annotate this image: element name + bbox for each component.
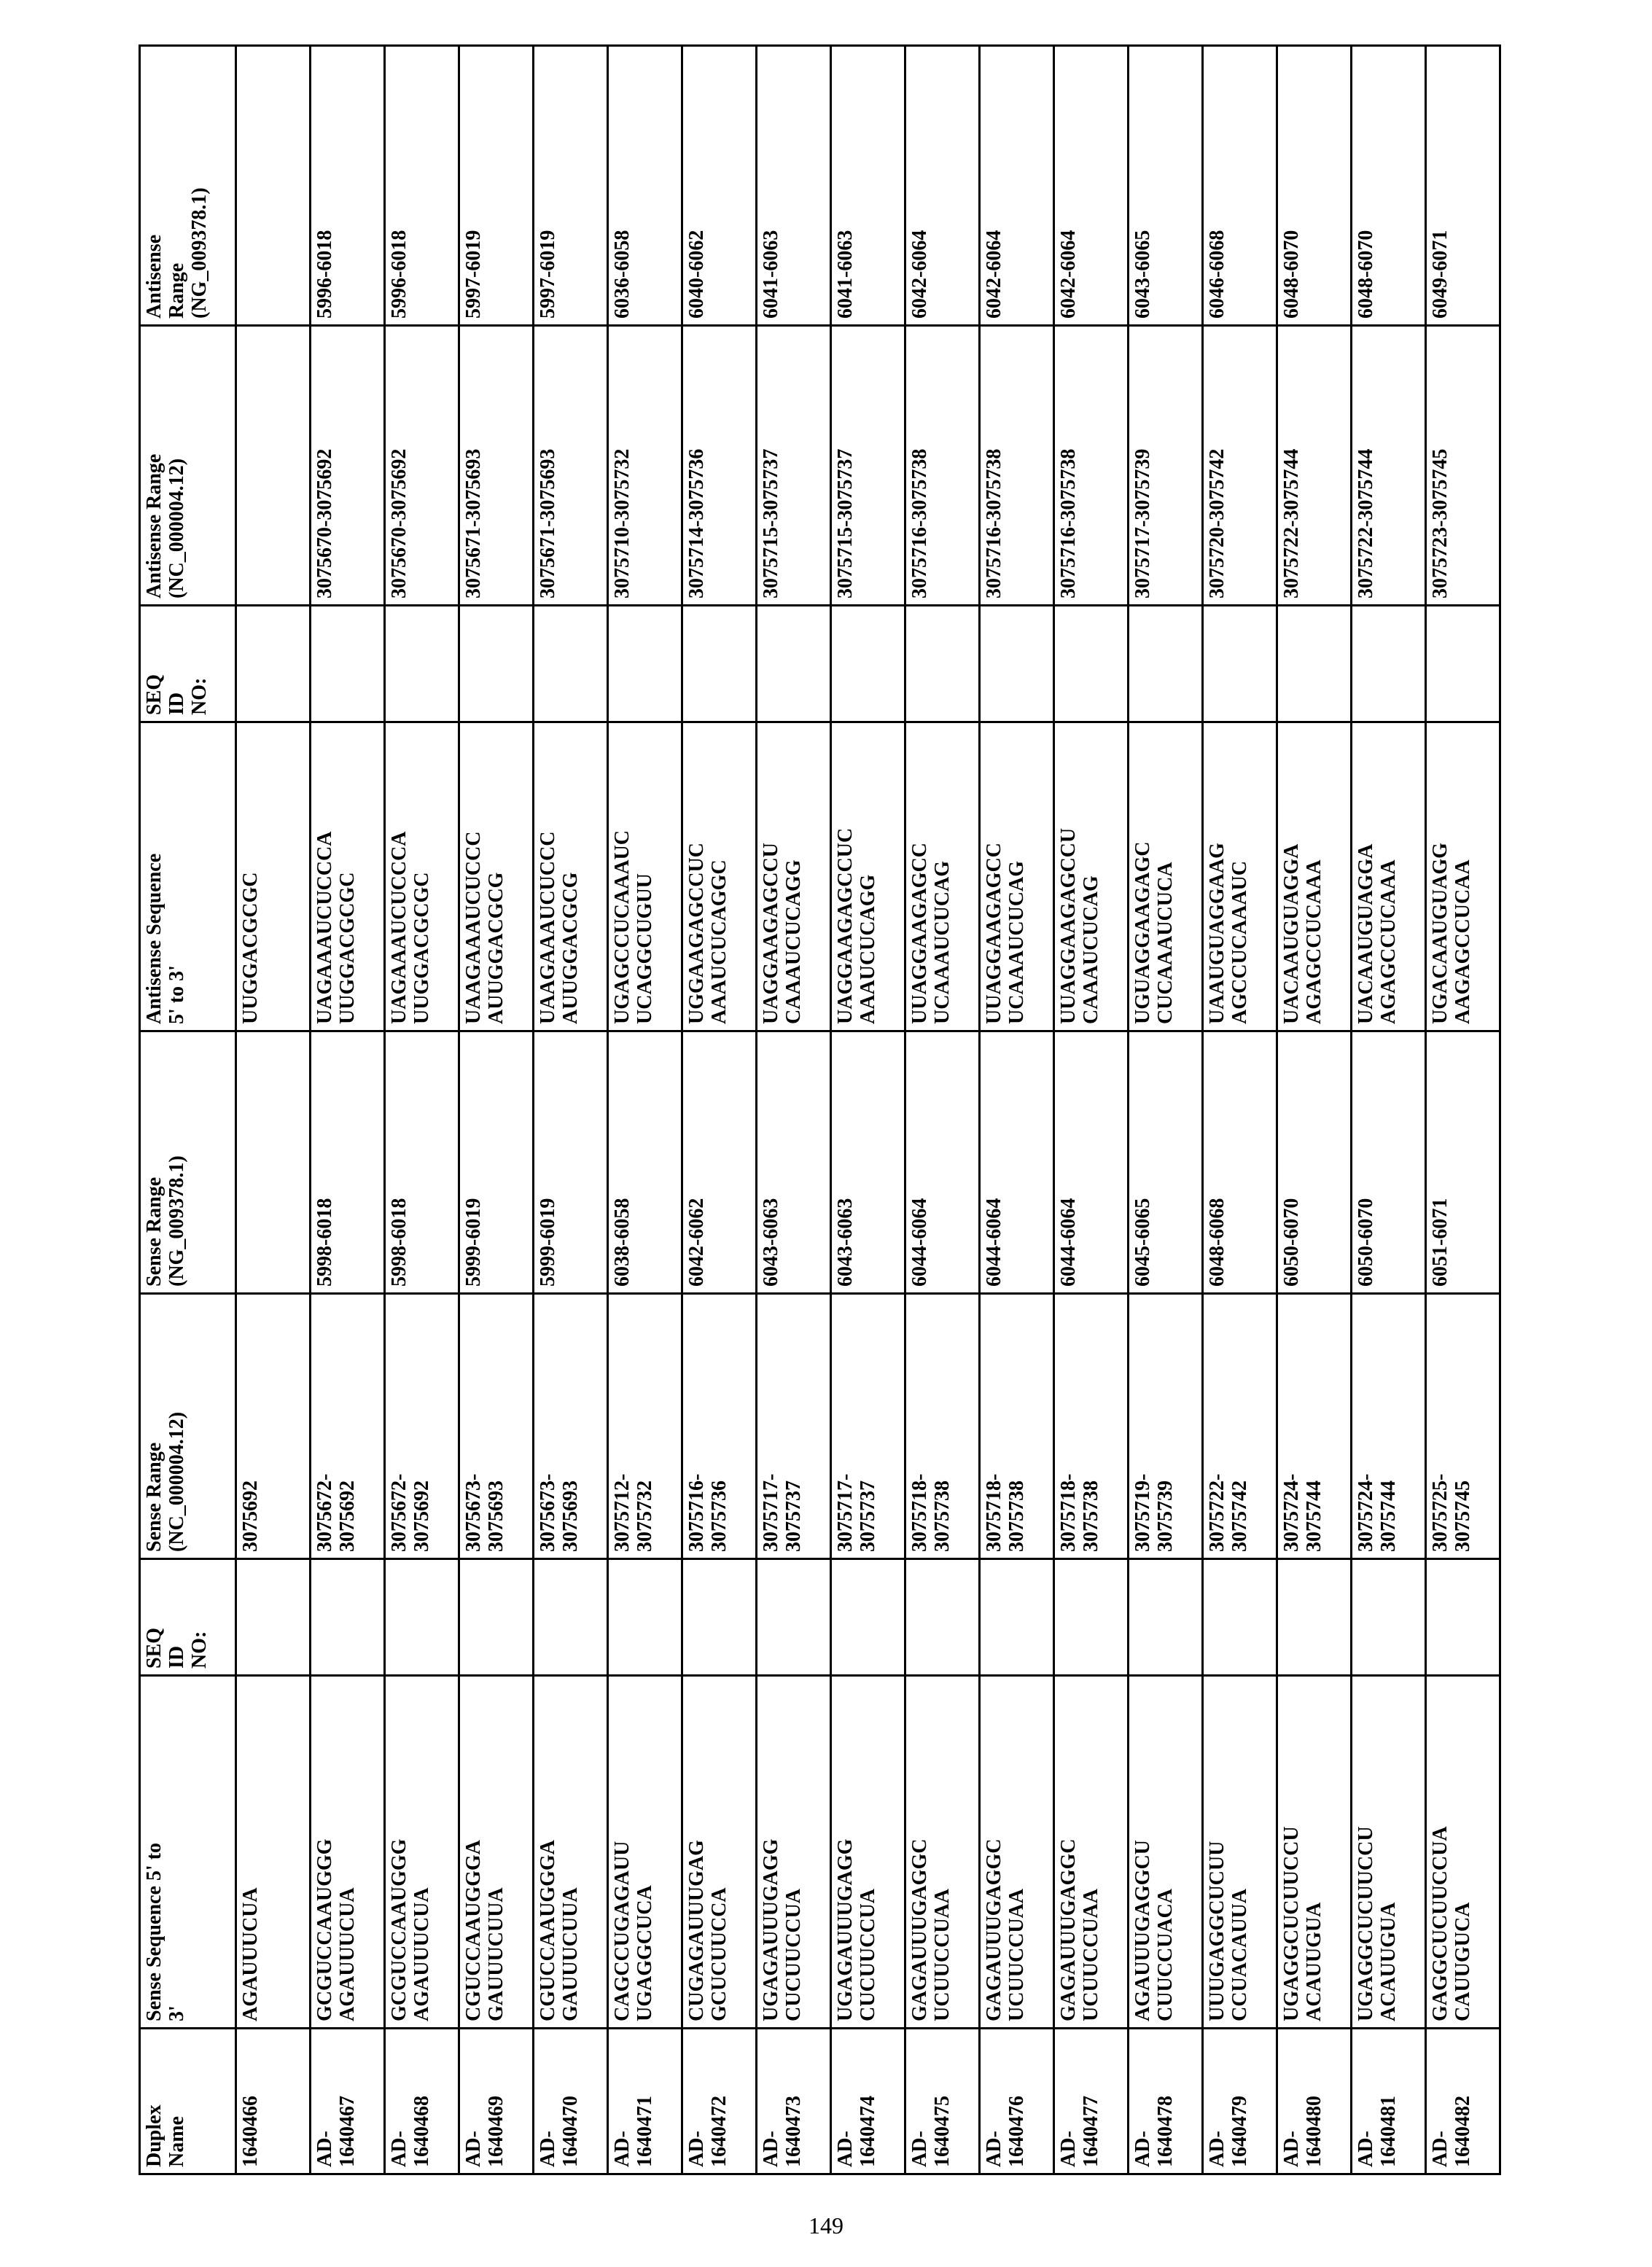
cell-sense_range_nc: 3075717- 3075737 bbox=[757, 1294, 831, 1559]
cell-antisense_range_nc: 3075670-3075692 bbox=[311, 326, 385, 606]
cell-sense_range_nc: 3075724- 3075744 bbox=[1277, 1294, 1352, 1559]
cell-antisense_range_ng: 6041-6063 bbox=[757, 46, 831, 326]
cell-seq_id_antisense bbox=[1129, 606, 1203, 722]
cell-duplex_name: AD- 1640470 bbox=[534, 2029, 608, 2174]
cell-antisense_sequence: UACAAUGUAGGA AGAGCCUCAAA bbox=[1277, 722, 1352, 1031]
cell-sense_range_ng: 6044-6064 bbox=[905, 1031, 980, 1294]
table-row bbox=[905, 46, 980, 2174]
cell-sense_range_nc: 3075718- 3075738 bbox=[1054, 1294, 1129, 1559]
cell-antisense_range_nc: 3075710-3075732 bbox=[608, 326, 682, 606]
sirna-duplex-table bbox=[139, 44, 1501, 2175]
table-row bbox=[757, 46, 831, 2174]
table-row bbox=[980, 46, 1054, 2174]
cell-seq_id_antisense bbox=[1352, 606, 1426, 722]
cell-sense_sequence: GAGAUUUGAGGC UCUUCCUAA bbox=[980, 1676, 1054, 2029]
cell-seq_id_antisense bbox=[311, 606, 385, 722]
cell-duplex_name: AD- 1640473 bbox=[757, 2029, 831, 2174]
cell-seq_id_sense bbox=[905, 1559, 980, 1676]
table-row bbox=[1277, 46, 1352, 2174]
cell-seq_id_antisense bbox=[534, 606, 608, 722]
cell-sense_range_nc: 3075718- 3075738 bbox=[905, 1294, 980, 1559]
cell-sense_range_ng: 6051-6071 bbox=[1426, 1031, 1500, 1294]
cell-sense_sequence: CGUCCAAUGGGA GAUUUCUUA bbox=[459, 1676, 534, 2029]
cell-antisense_range_nc: 3075720-3075742 bbox=[1203, 326, 1277, 606]
table-row bbox=[459, 46, 534, 2174]
cell-sense_sequence: CAGCCUGAGAUU UGAGGCUCA bbox=[608, 1676, 682, 2029]
cell-antisense_sequence: UUAGGAAGAGCC UCAAAUCUCAG bbox=[905, 722, 980, 1031]
column-header-sense_sequence: Sense Sequence 5' to 3' bbox=[140, 1676, 236, 2029]
cell-duplex_name: AD- 1640469 bbox=[459, 2029, 534, 2174]
cell-sense_range_nc: 3075722- 3075742 bbox=[1203, 1294, 1277, 1559]
cell-sense_range_nc: 3075719- 3075739 bbox=[1129, 1294, 1203, 1559]
cell-duplex_name: AD- 1640482 bbox=[1426, 2029, 1500, 2174]
cell-duplex_name: AD- 1640480 bbox=[1277, 2029, 1352, 2174]
table-row bbox=[831, 46, 905, 2174]
cell-sense_range_ng: 6043-6063 bbox=[757, 1031, 831, 1294]
cell-seq_id_antisense bbox=[459, 606, 534, 722]
table-row bbox=[1352, 46, 1426, 2174]
cell-antisense_range_ng: 6043-6065 bbox=[1129, 46, 1203, 326]
cell-sense_range_nc: 3075724- 3075744 bbox=[1352, 1294, 1426, 1559]
cell-antisense_range_nc: 3075717-3075739 bbox=[1129, 326, 1203, 606]
cell-seq_id_sense bbox=[1277, 1559, 1352, 1676]
table-row bbox=[1426, 46, 1500, 2174]
column-header-sense_range_ng: Sense Range (NG_009378.1) bbox=[140, 1031, 236, 1294]
cell-duplex_name: 1640466 bbox=[236, 2029, 311, 2174]
cell-sense_range_nc: 3075672- 3075692 bbox=[311, 1294, 385, 1559]
cell-sense_sequence: AGAUUUCUA bbox=[236, 1676, 311, 2029]
cell-duplex_name: AD- 1640475 bbox=[905, 2029, 980, 2174]
cell-sense_sequence: UGAGGCUCUUCCU ACAUUGUA bbox=[1277, 1676, 1352, 2029]
table-row bbox=[1129, 46, 1203, 2174]
cell-duplex_name: AD- 1640477 bbox=[1054, 2029, 1129, 2174]
cell-antisense_range_ng: 6036-6058 bbox=[608, 46, 682, 326]
table-body bbox=[236, 46, 1500, 2174]
column-header-antisense_range_nc: Antisense Range (NC_000004.12) bbox=[140, 326, 236, 606]
cell-antisense_range_nc: 3075716-3075738 bbox=[905, 326, 980, 606]
cell-duplex_name: AD- 1640479 bbox=[1203, 2029, 1277, 2174]
cell-seq_id_antisense bbox=[1277, 606, 1352, 722]
cell-duplex_name: AD- 1640471 bbox=[608, 2029, 682, 2174]
cell-sense_range_ng bbox=[236, 1031, 311, 1294]
cell-sense_range_ng: 6050-6070 bbox=[1277, 1031, 1352, 1294]
cell-sense_range_ng: 6038-6058 bbox=[608, 1031, 682, 1294]
cell-sense_range_ng: 6042-6062 bbox=[682, 1031, 757, 1294]
cell-antisense_sequence: UUGGACGCGC bbox=[236, 722, 311, 1031]
cell-antisense_sequence: UAAGAAAUCUCCC AUUGGACGCG bbox=[534, 722, 608, 1031]
cell-sense_sequence: GAGAUUUGAGGC UCUUCCUAA bbox=[905, 1676, 980, 2029]
cell-antisense_sequence: UAAUGUAGGAAG AGCCUCAAAUC bbox=[1203, 722, 1277, 1031]
cell-antisense_range_nc: 3075722-3075744 bbox=[1352, 326, 1426, 606]
table-row bbox=[534, 46, 608, 2174]
cell-sense_range_nc: 3075692 bbox=[236, 1294, 311, 1559]
page-number: 149 bbox=[809, 2212, 843, 2239]
cell-seq_id_sense bbox=[1203, 1559, 1277, 1676]
cell-sense_sequence: UUUGAGGCUCUU CCUACAUUA bbox=[1203, 1676, 1277, 2029]
cell-antisense_range_ng bbox=[236, 46, 311, 326]
cell-seq_id_sense bbox=[311, 1559, 385, 1676]
cell-sense_range_nc: 3075718- 3075738 bbox=[980, 1294, 1054, 1559]
cell-sense_sequence: GCGUCCAAUGGG AGAUUUCUA bbox=[385, 1676, 459, 2029]
cell-antisense_sequence: UAGGAAGAGCCU CAAAUCUCAGG bbox=[757, 722, 831, 1031]
cell-antisense_range_nc: 3075715-3075737 bbox=[757, 326, 831, 606]
cell-antisense_range_ng: 6041-6063 bbox=[831, 46, 905, 326]
cell-duplex_name: AD- 1640476 bbox=[980, 2029, 1054, 2174]
cell-antisense_range_nc: 3075716-3075738 bbox=[1054, 326, 1129, 606]
cell-sense_sequence: GAGAUUUGAGGC UCUUCCUAA bbox=[1054, 1676, 1129, 2029]
cell-seq_id_sense bbox=[236, 1559, 311, 1676]
table-row bbox=[1054, 46, 1129, 2174]
cell-antisense_range_ng: 5996-6018 bbox=[311, 46, 385, 326]
cell-seq_id_sense bbox=[682, 1559, 757, 1676]
cell-sense_range_ng: 5999-6019 bbox=[534, 1031, 608, 1294]
cell-antisense_range_ng: 6049-6071 bbox=[1426, 46, 1500, 326]
cell-antisense_sequence: UUAGGAAGAGCCU CAAAUCUCAG bbox=[1054, 722, 1129, 1031]
cell-seq_id_antisense bbox=[905, 606, 980, 722]
cell-seq_id_sense bbox=[1129, 1559, 1203, 1676]
column-header-antisense_range_ng: Antisense Range (NG_009378.1) bbox=[140, 46, 236, 326]
cell-sense_range_ng: 6044-6064 bbox=[1054, 1031, 1129, 1294]
cell-antisense_sequence: UGACAAUGUAGG AAGAGCCUCAA bbox=[1426, 722, 1500, 1031]
cell-antisense_sequence: UAAGAAAUCUCCC AUUGGACGCG bbox=[459, 722, 534, 1031]
cell-sense_sequence: UGAGAUUUGAGG CUCUUCCUA bbox=[831, 1676, 905, 2029]
rotated-table-area bbox=[139, 47, 1502, 2175]
cell-seq_id_antisense bbox=[980, 606, 1054, 722]
cell-duplex_name: AD- 1640472 bbox=[682, 2029, 757, 2174]
table-header-row bbox=[140, 46, 236, 2174]
cell-antisense_range_nc: 3075715-3075737 bbox=[831, 326, 905, 606]
table-row bbox=[608, 46, 682, 2174]
table-row bbox=[682, 46, 757, 2174]
cell-seq_id_antisense bbox=[757, 606, 831, 722]
cell-antisense_range_nc: 3075723-3075745 bbox=[1426, 326, 1500, 606]
cell-seq_id_sense bbox=[757, 1559, 831, 1676]
cell-antisense_range_ng: 6048-6070 bbox=[1352, 46, 1426, 326]
cell-seq_id_sense bbox=[1426, 1559, 1500, 1676]
cell-seq_id_antisense bbox=[385, 606, 459, 722]
cell-antisense_range_ng: 5997-6019 bbox=[534, 46, 608, 326]
column-header-sense_range_nc: Sense Range (NC_000004.12) bbox=[140, 1294, 236, 1559]
cell-seq_id_antisense bbox=[682, 606, 757, 722]
cell-antisense_range_ng: 6046-6068 bbox=[1203, 46, 1277, 326]
cell-sense_sequence: GCGUCCAAUGGG AGAUUUCUA bbox=[311, 1676, 385, 2029]
column-header-seq_id_sense: SEQ ID NO: bbox=[140, 1559, 236, 1676]
cell-seq_id_sense bbox=[1054, 1559, 1129, 1676]
cell-sense_range_ng: 6050-6070 bbox=[1352, 1031, 1426, 1294]
column-header-duplex_name: Duplex Name bbox=[140, 2029, 236, 2174]
cell-sense_range_ng: 6045-6065 bbox=[1129, 1031, 1203, 1294]
cell-sense_range_ng: 5999-6019 bbox=[459, 1031, 534, 1294]
cell-duplex_name: AD- 1640478 bbox=[1129, 2029, 1203, 2174]
cell-seq_id_sense bbox=[608, 1559, 682, 1676]
cell-sense_range_ng: 6048-6068 bbox=[1203, 1031, 1277, 1294]
cell-sense_range_nc: 3075716- 3075736 bbox=[682, 1294, 757, 1559]
cell-seq_id_sense bbox=[534, 1559, 608, 1676]
table-row bbox=[385, 46, 459, 2174]
cell-seq_id_antisense bbox=[236, 606, 311, 722]
cell-sense_range_ng: 5998-6018 bbox=[311, 1031, 385, 1294]
cell-antisense_range_ng: 5996-6018 bbox=[385, 46, 459, 326]
cell-seq_id_sense bbox=[1352, 1559, 1426, 1676]
cell-duplex_name: AD- 1640468 bbox=[385, 2029, 459, 2174]
cell-antisense_range_ng: 6040-6062 bbox=[682, 46, 757, 326]
cell-seq_id_sense bbox=[831, 1559, 905, 1676]
cell-seq_id_antisense bbox=[608, 606, 682, 722]
cell-duplex_name: AD- 1640481 bbox=[1352, 2029, 1426, 2174]
cell-sense_range_nc: 3075725- 3075745 bbox=[1426, 1294, 1500, 1559]
cell-duplex_name: AD- 1640467 bbox=[311, 2029, 385, 2174]
cell-antisense_sequence: UACAAUGUAGGA AGAGCCUCAAA bbox=[1352, 722, 1426, 1031]
cell-antisense_range_ng: 5997-6019 bbox=[459, 46, 534, 326]
cell-sense_sequence: UGAGAUUUGAGG CUCUUCCUA bbox=[757, 1676, 831, 2029]
cell-antisense_range_nc: 3075670-3075692 bbox=[385, 326, 459, 606]
cell-antisense_sequence: UAGGAAGAGCCUC AAAUCUCAGG bbox=[831, 722, 905, 1031]
table-header bbox=[140, 46, 236, 2174]
column-header-antisense_sequence: Antisense Sequence 5' to 3' bbox=[140, 722, 236, 1031]
cell-antisense_sequence: UGUAGGAAGAGC CUCAAAUCUCA bbox=[1129, 722, 1203, 1031]
table-row bbox=[236, 46, 311, 2174]
cell-antisense_range_nc: 3075671-3075693 bbox=[534, 326, 608, 606]
cell-antisense_range_nc: 3075714-3075736 bbox=[682, 326, 757, 606]
cell-antisense_range_ng: 6042-6064 bbox=[980, 46, 1054, 326]
cell-seq_id_antisense bbox=[1203, 606, 1277, 722]
cell-antisense_range_ng: 6042-6064 bbox=[1054, 46, 1129, 326]
cell-sense_sequence: UGAGGCUCUUCCU ACAUUGUA bbox=[1352, 1676, 1426, 2029]
cell-antisense_sequence: UGGAAGAGCCUC AAAUCUCAGGC bbox=[682, 722, 757, 1031]
cell-antisense_range_nc: 3075722-3075744 bbox=[1277, 326, 1352, 606]
cell-seq_id_antisense bbox=[1426, 606, 1500, 722]
cell-sense_sequence: CGUCCAAUGGGA GAUUUCUUA bbox=[534, 1676, 608, 2029]
cell-sense_range_nc: 3075673- 3075693 bbox=[459, 1294, 534, 1559]
cell-antisense_range_nc: 3075671-3075693 bbox=[459, 326, 534, 606]
cell-sense_range_ng: 6044-6064 bbox=[980, 1031, 1054, 1294]
cell-antisense_range_nc bbox=[236, 326, 311, 606]
cell-antisense_sequence: UAGAAAUCUCCCA UUGGACGCGC bbox=[385, 722, 459, 1031]
cell-seq_id_sense bbox=[980, 1559, 1054, 1676]
cell-sense_range_ng: 6043-6063 bbox=[831, 1031, 905, 1294]
cell-sense_sequence: GAGGCUCUUCCUA CAUUGUCA bbox=[1426, 1676, 1500, 2029]
cell-antisense_range_ng: 6042-6064 bbox=[905, 46, 980, 326]
cell-seq_id_sense bbox=[459, 1559, 534, 1676]
cell-antisense_sequence: UUAGGAAGAGCC UCAAAUCUCAG bbox=[980, 722, 1054, 1031]
cell-antisense_range_nc: 3075716-3075738 bbox=[980, 326, 1054, 606]
cell-seq_id_antisense bbox=[831, 606, 905, 722]
table-row bbox=[311, 46, 385, 2174]
cell-antisense_sequence: UAGAAAUCUCCCA UUGGACGCGC bbox=[311, 722, 385, 1031]
cell-sense_sequence: CUGAGAUUUGAG GCUCUUCCA bbox=[682, 1676, 757, 2029]
cell-antisense_range_ng: 6048-6070 bbox=[1277, 46, 1352, 326]
cell-sense_range_nc: 3075717- 3075737 bbox=[831, 1294, 905, 1559]
cell-sense_range_nc: 3075712- 3075732 bbox=[608, 1294, 682, 1559]
cell-sense_sequence: AGAUUUGAGGCU CUUCCUACA bbox=[1129, 1676, 1203, 2029]
cell-seq_id_antisense bbox=[1054, 606, 1129, 722]
cell-antisense_sequence: UGAGCCUCAAAUC UCAGGCUGUU bbox=[608, 722, 682, 1031]
cell-sense_range_nc: 3075673- 3075693 bbox=[534, 1294, 608, 1559]
table-row bbox=[1203, 46, 1277, 2174]
cell-duplex_name: AD- 1640474 bbox=[831, 2029, 905, 2174]
cell-seq_id_sense bbox=[385, 1559, 459, 1676]
cell-sense_range_ng: 5998-6018 bbox=[385, 1031, 459, 1294]
cell-sense_range_nc: 3075672- 3075692 bbox=[385, 1294, 459, 1559]
column-header-seq_id_antisense: SEQ ID NO: bbox=[140, 606, 236, 722]
